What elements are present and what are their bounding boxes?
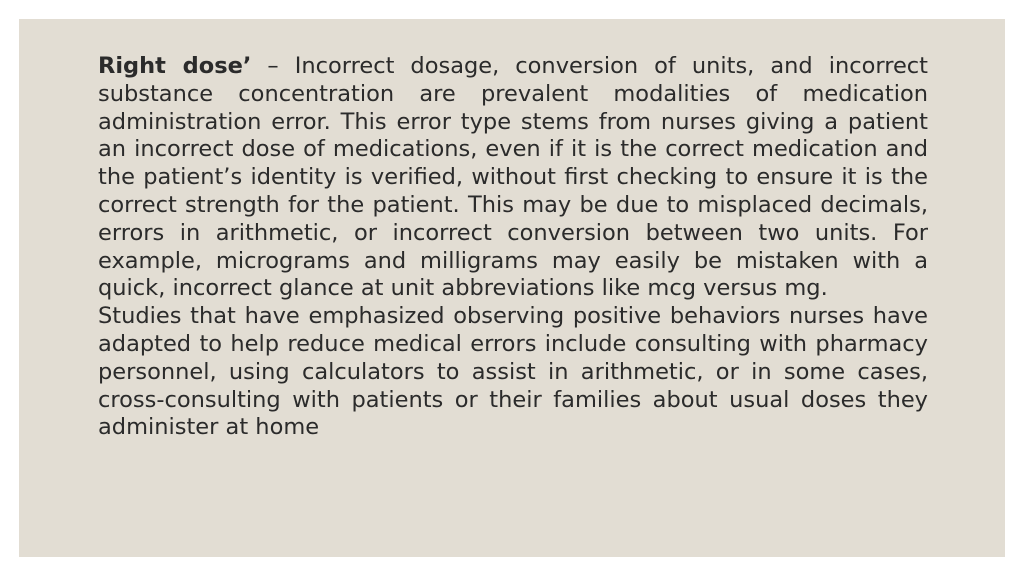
paragraph-right-dose (98, 53, 928, 303)
right-dose-description: – Incorrect dosage, conversion of units, and incorrect substance concentration are prevalent modalities of medication administration error. This error type stems from nurses giving a patient an incorrect dose of medications, even if it is the correct medication and the patient’s identity is verified, without first checking to ensure it is the correct strength for the patient. This may be due to misplaced decimals, errors in arithmetic, or incorrect conversion between two units. For example, micrograms and milligrams may easily be mistaken with a quick, incorrect glance at unit abbreviations like mcg versus mg. (98, 53, 929, 302)
slide-background (19, 19, 1005, 557)
paragraph-studies: Studies that have emphasized observing positive behaviors nurses have adapted to help reduce medical errors include consulting with pharmacy personnel, using calculators to assist in arithmetic, or in some cases, cross-consulting with patients or their families about usual doses they administer at home (98, 303, 928, 441)
right-dose-heading: Right dose’ (98, 53, 252, 79)
slide-body-text (98, 53, 928, 442)
